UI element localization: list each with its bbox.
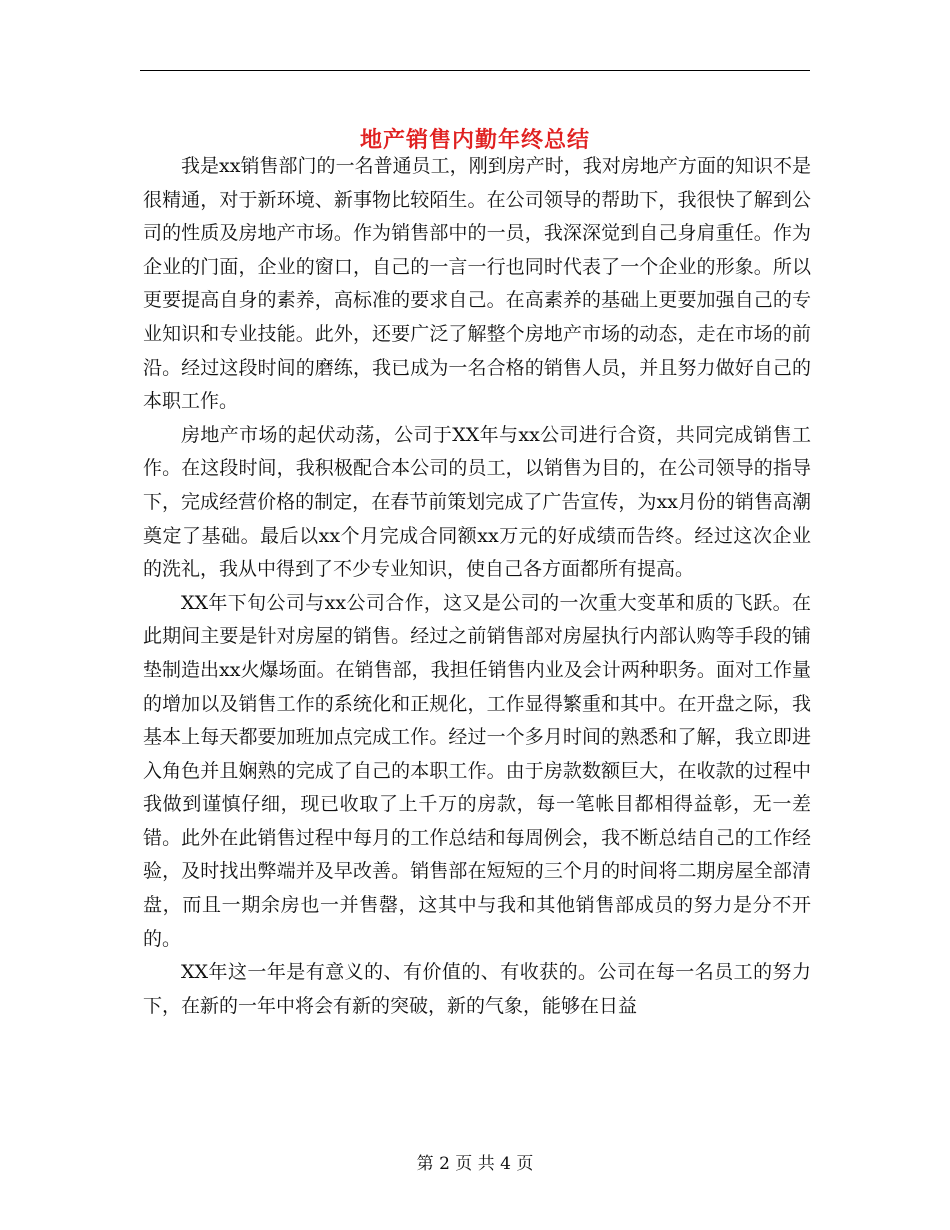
- document-body: [143, 150, 811, 1023]
- paragraph-4: XX年这一年是有意义的、有价值的、有收获的。公司在每一名员工的努力下，在新的一年中将会有新的突破，新的气象，能够在日益: [143, 961, 811, 1017]
- header-rule: [140, 70, 810, 71]
- page-number: 第 2 页 共 4 页: [416, 1154, 534, 1174]
- paragraph-3: XX年下旬公司与xx公司合作，这又是公司的一次重大变革和质的飞跃。在此期间主要是针对房屋的销售。经过之前销售部对房屋执行内部认购等手段的铺垫制造出xx火爆场面。在销售部，我担任销售内业及会计两种职务。面对工作量的增加以及销售工作的系统化和正规化，工作显得繁重和其中。在开盘之际，我基本上每天都要加班加点完成工作。经过一个多月时间的熟悉和了解，我立即进入角色并且娴熟的完成了自己的本职工作。由于房款数额巨大，在收款的过程中我做到谨慎仔细，现已收取了上千万的房款，每一笔帐目都相得益彰，无一差错。此外在此销售过程中每月的工作总结和每周例会，我不断总结自己的工作经验，及时找出弊端并及早改善。销售部在短短的三个月的时间将二期房屋全部清盘，而且一期余房也一并售罄，这其中与我和其他销售部成员的努力是分不开的。: [143, 591, 811, 950]
- document-title: 地产销售内勤年终总结: [359, 126, 590, 153]
- paragraph-2: 房地产市场的起伏动荡，公司于XX年与xx公司进行合资，共同完成销售工作。在这段时间，我积极配合本公司的员工，以销售为目的，在公司领导的指导下，完成经营价格的制定，在春节前策划完成了广告宣传，为xx月份的销售高潮奠定了基础。最后以xx个月完成合同额xx万元的好成绩而告终。经过这次企业的洗礼，我从中得到了不少专业知识，使自己各方面都所有提高。: [143, 423, 811, 581]
- paragraph-1: 我是xx销售部门的一名普通员工，刚到房产时，我对房地产方面的知识不是很精通，对于新环境、新事物比较陌生。在公司领导的帮助下，我很快了解到公司的性质及房地产市场。作为销售部中的一员，我深深觉到自己身肩重任。作为企业的门面，企业的窗口，自己的一言一行也同时代表了一个企业的形象。所以更要提高自身的素养，高标准的要求自己。在高素养的基础上更要加强自己的专业知识和专业技能。此外，还要广泛了解整个房地产市场的动态，走在市场的前沿。经过这段时间的磨练，我已成为一名合格的销售人员，并且努力做好自己的本职工作。: [143, 155, 811, 413]
